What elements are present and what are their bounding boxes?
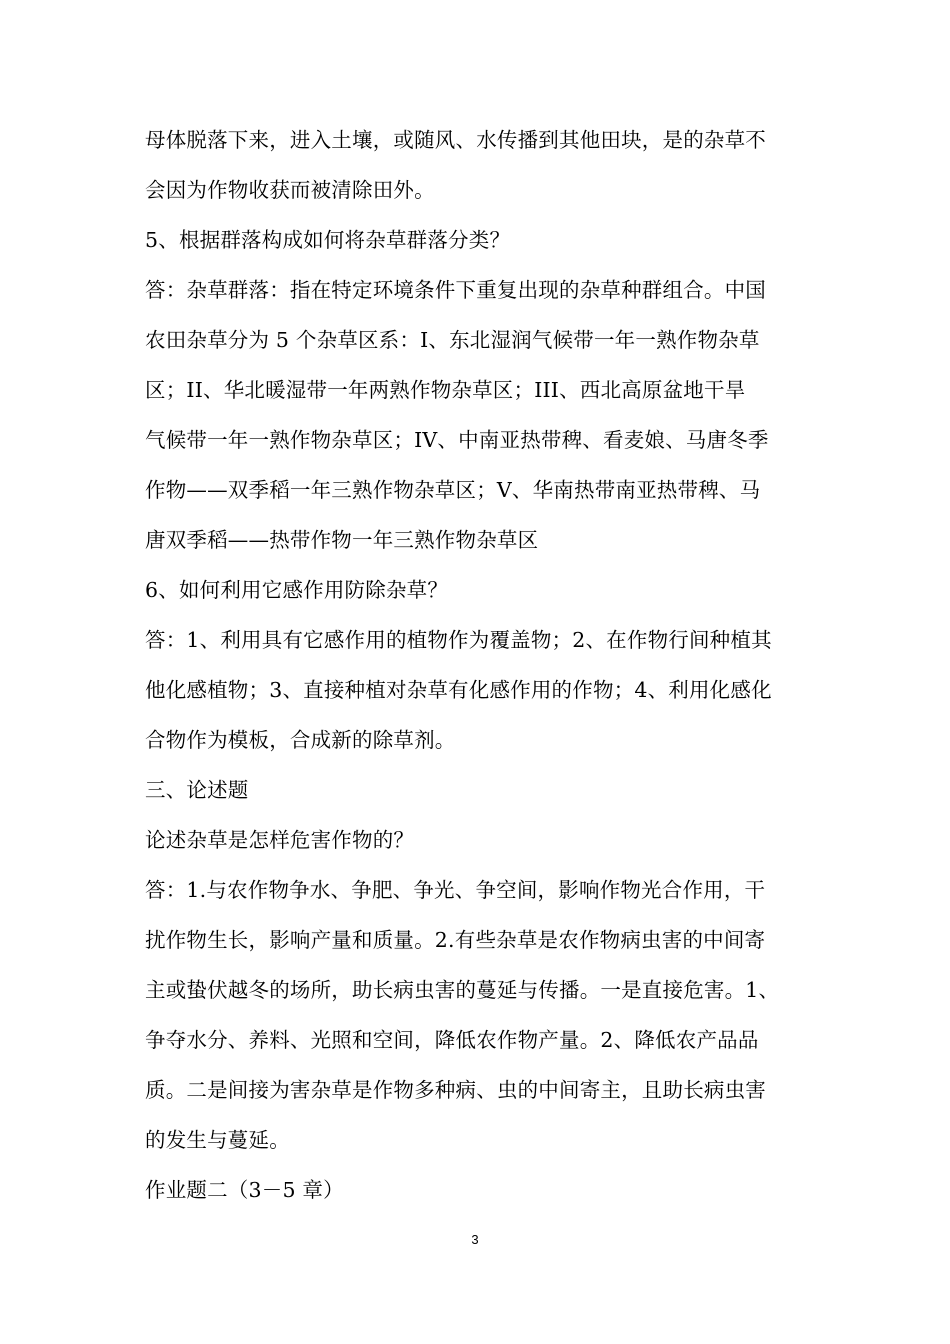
document-body bbox=[145, 115, 810, 1215]
section-3-heading: 三、论述题 bbox=[145, 778, 249, 802]
text-line-19: 争夺水分、养料、光照和空间，降低农作物产量。2、降低农产品品 bbox=[145, 1028, 759, 1052]
text-line-20: 质。二是间接为害杂草是作物多种病、虫的中间寄主，且助长病虫害 bbox=[145, 1078, 766, 1102]
text-line-4: 答：杂草群落：指在特定环境条件下重复出现的杂草种群组合。中国 bbox=[145, 278, 766, 302]
text-line-8: 作物——双季稻一年三熟作物杂草区；V、华南热带南亚热带稗、马 bbox=[145, 478, 761, 502]
question-6-heading: 6、如何利用它感作用防除杂草？ bbox=[145, 578, 449, 602]
text-line-21: 的发生与蔓延。 bbox=[145, 1128, 290, 1152]
essay-question: 论述杂草是怎样危害作物的？ bbox=[145, 828, 415, 852]
text-line-9: 唐双季稻——热带作物一年三熟作物杂草区 bbox=[145, 528, 539, 552]
text-line-7: 气候带一年一熟作物杂草区；IV、中南亚热带稗、看麦娘、马唐冬季 bbox=[145, 428, 769, 452]
text-line-5: 农田杂草分为 5 个杂草区系：I、东北湿润气候带一年一熟作物杂草 bbox=[145, 328, 760, 352]
text-line-2: 会因为作物收获而被清除田外。 bbox=[145, 178, 435, 202]
page-number: 3 bbox=[471, 1232, 479, 1247]
text-line-13: 合物作为模板，合成新的除草剂。 bbox=[145, 728, 456, 752]
text-line-11: 答：1、利用具有它感作用的植物作为覆盖物；2、在作物行间种植其 bbox=[145, 628, 772, 652]
text-line-6: 区；II、华北暖湿带一年两熟作物杂草区；III、西北高原盆地干旱 bbox=[145, 378, 746, 402]
text-line-17: 扰作物生长，影响产量和质量。2.有些杂草是农作物病虫害的中间寄 bbox=[145, 928, 766, 952]
homework-2-heading: 作业题二（3－5 章） bbox=[145, 1178, 344, 1202]
text-line-16: 答：1.与农作物争水、争肥、争光、争空间，影响作物光合作用，干 bbox=[145, 878, 766, 902]
text-line-12: 他化感植物；3、直接种植对杂草有化感作用的作物；4、利用化感化 bbox=[145, 678, 772, 702]
text-line-18: 主或蛰伏越冬的场所，助长病虫害的蔓延与传播。一是直接危害。1、 bbox=[145, 978, 780, 1002]
question-5-heading: 5、根据群落构成如何将杂草群落分类？ bbox=[145, 228, 511, 252]
text-line-1: 母体脱落下来，进入土壤，或随风、水传播到其他田块，是的杂草不 bbox=[145, 128, 766, 152]
